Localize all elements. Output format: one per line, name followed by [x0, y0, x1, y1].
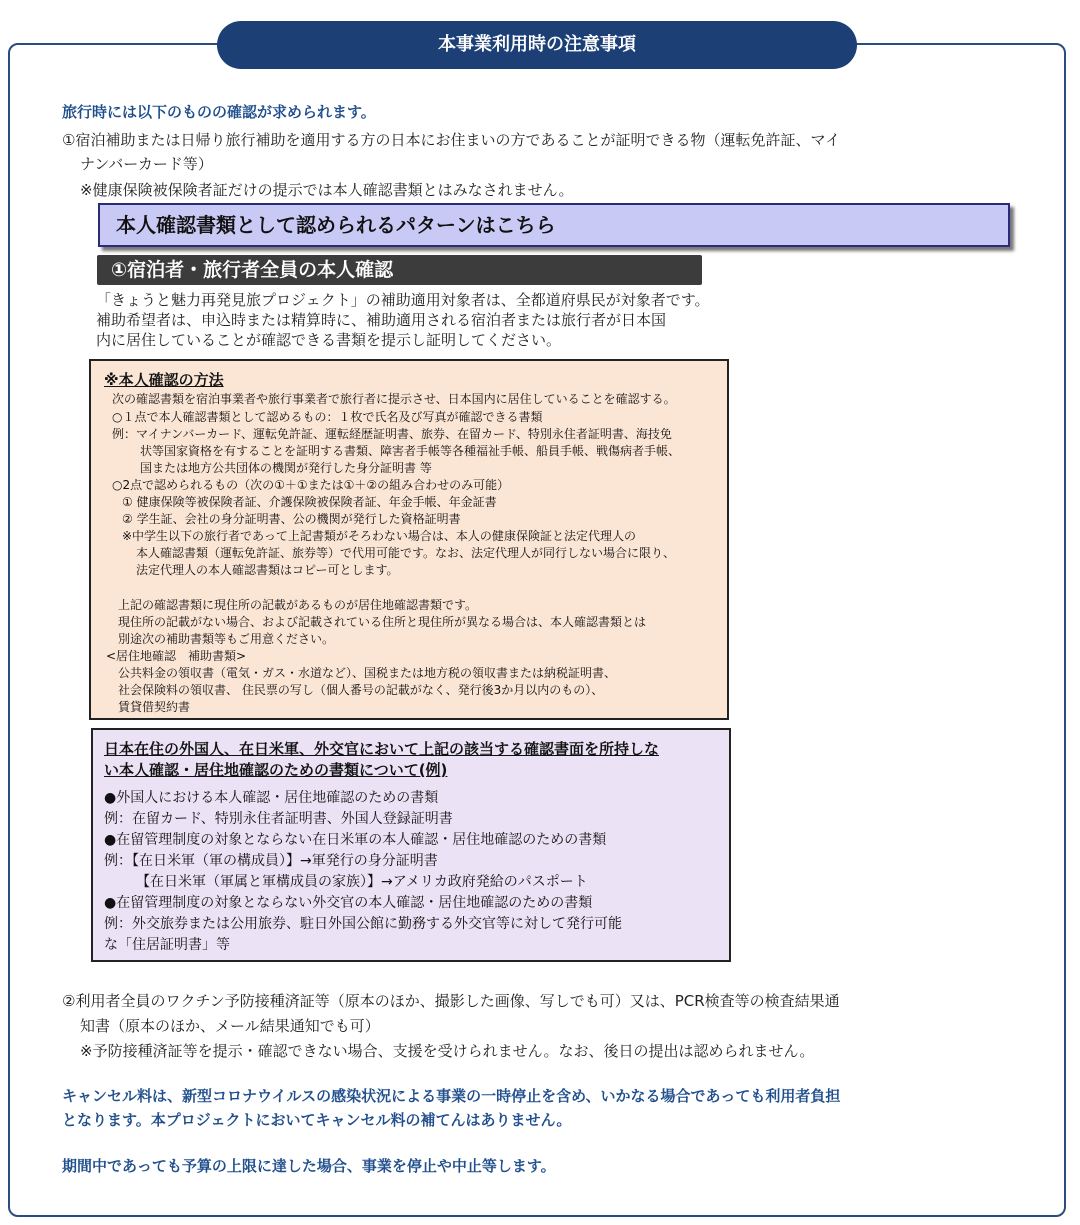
- method-line: ※中学生以下の旅行者であって上記書類がそろわない場合は、本人の健康保険証と法定代理人の: [122, 529, 636, 543]
- method-line: 法定代理人の本人確認書類はコピー可とします。: [136, 563, 399, 577]
- pattern-banner: 本人確認書類として認められるパターンはこちら: [98, 203, 1010, 247]
- method-line: 国または地方公共団体の機関が発行した身分証明書 等: [140, 461, 432, 475]
- method-line: <居住地確認 補助書類>: [106, 649, 247, 663]
- foreign-line: 例：【在日米軍（軍の構成員）】→軍発行の身分証明書: [104, 853, 438, 869]
- method-line: 状等国家資格を有することを証明する書類、障害者手帳等各種福祉手帳、船員手帳、戦傷病者手帳、: [140, 444, 681, 458]
- method-box-title: ※本人確認の方法: [104, 371, 224, 389]
- method-line: ○2点で認められるもの（次の①＋①または①＋②の組み合わせのみ可能）: [112, 478, 510, 492]
- intro-item1-note: ※健康保険被保険者証だけの提示では本人確認書類とはみなされません。: [80, 181, 574, 199]
- item2-line2: 知書（原本のほか、メール結果通知でも可）: [80, 1017, 380, 1035]
- method-line: ○１点で本人確認書類として認めるもの：１枚で氏名及び写真が確認できる書類: [112, 410, 543, 424]
- foreign-line: ●在留管理制度の対象とならない外交官の本人確認・居住地確認のための書類: [104, 895, 593, 911]
- foreign-box-title: 日本在住の外国人、在日米軍、外交官において上記の該当する確認書面を所持しな: [104, 740, 660, 758]
- method-line: ② 学生証、会社の身分証明書、公の機関が発行した資格証明書: [122, 512, 461, 526]
- header-title: 本事業利用時の注意事項: [217, 21, 857, 69]
- item2-note: ※予防接種済証等を提示・確認できない場合、支援を受けられません。なお、後日の提出は認められません。: [80, 1042, 815, 1060]
- method-line: 公共料金の領収書（電気・ガス・水道など）、国税または地方税の領収書または納税証明書、: [118, 666, 617, 680]
- method-line: 例：マイナンバーカード、運転免許証、運転経歴証明書、旅券、在留カード、特別永住者証明書、海技免: [112, 427, 672, 441]
- intro-item1-line1: ①宿泊補助または日帰り旅行補助を適用する方の日本にお住まいの方であることが証明できる物（運転免許証、マイ: [62, 131, 841, 149]
- foreign-box-title: い本人確認・居住地確認のための書類について(例): [104, 761, 448, 779]
- foreign-line: 【在日米軍（軍属と軍構成員の家族）】→アメリカ政府発給のパスポート: [136, 874, 588, 890]
- foreign-line: 例：在留カード、特別永住者証明書、外国人登録証明書: [104, 811, 453, 827]
- foreign-line: ●外国人における本人確認・居住地確認のための書類: [104, 790, 439, 806]
- cancel-policy-line1: キャンセル料は、新型コロナウイルスの感染状況による事業の一時停止を含め、いかなる場合であっても利用者負担: [62, 1087, 841, 1105]
- budget-notice: 期間中であっても予算の上限に達した場合、事業を停止や中止等します。: [62, 1157, 556, 1175]
- method-line: 別途次の補助書類等もご用意ください。: [118, 632, 335, 646]
- method-line: 次の確認書類を宿泊事業者や旅行事業者で旅行者に提示させ、日本国内に居住していることを確認する。: [112, 392, 676, 406]
- foreign-line: な「住居証明書」等: [104, 937, 230, 953]
- section1-line: 補助希望者は、申込時または精算時に、補助適用される宿泊者または旅行者が日本国: [96, 311, 667, 329]
- method-line: 社会保険料の領収書、 住民票の写し（個人番号の記載がなく、発行後3か月以内のもの）、: [118, 683, 604, 697]
- intro-heading: 旅行時には以下のものの確認が求められます。: [62, 103, 376, 121]
- section1-line: 内に居住していることが確認できる書類を提示し証明してください。: [96, 331, 562, 349]
- intro-item1-line2: ナンバーカード等）: [80, 155, 213, 173]
- cancel-policy-line2: となります。本プロジェクトにおいてキャンセル料の補てんはありません。: [62, 1111, 572, 1129]
- method-line: 本人確認書類（運転免許証、旅券等）で代用可能です。なお、法定代理人が同行しない場合に限り、: [136, 546, 676, 560]
- foreign-line: ●在留管理制度の対象とならない在日米軍の本人確認・居住地確認のための書類: [104, 832, 607, 848]
- method-line: 現住所の記載がない場合、および記載されている住所と現住所が異なる場合は、本人確認書類とは: [118, 615, 647, 629]
- method-line: 上記の確認書類に現住所の記載があるものが居住地確認書類です。: [118, 598, 478, 612]
- section1-title: ①宿泊者・旅行者全員の本人確認: [97, 255, 702, 285]
- section1-line: 「きょうと魅力再発見旅プロジェクト」の補助適用対象者は、全都道府県民が対象者です。: [96, 291, 710, 309]
- method-line: 賃貸借契約書: [118, 700, 191, 714]
- method-line: ① 健康保険等被保険者証、介護保険被保険者証、年金手帳、年金証書: [122, 495, 497, 509]
- item2-line1: ②利用者全員のワクチン予防接種済証等（原本のほか、撮影した画像、写しでも可）又は、PCR検査等の検査結果通: [62, 992, 840, 1010]
- foreign-line: 例：外交旅券または公用旅券、駐日外国公館に勤務する外交官等に対して発行可能: [104, 916, 622, 932]
